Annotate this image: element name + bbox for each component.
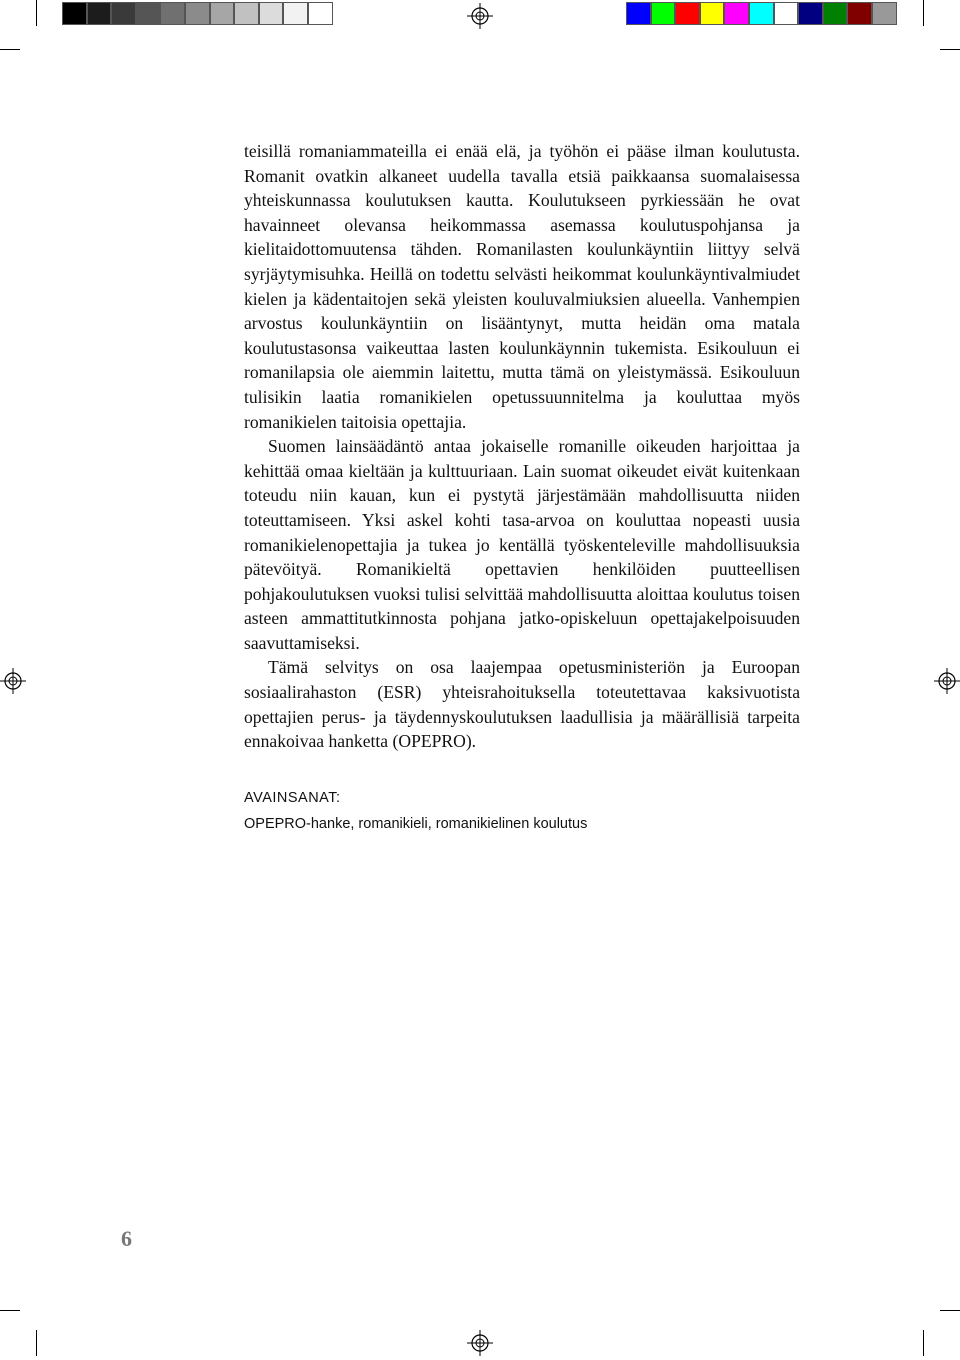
keywords-list: OPEPRO-hanke, romanikieli, romanikielinen koulutus bbox=[244, 816, 588, 832]
gray-swatch bbox=[259, 2, 284, 25]
crop-mark-bottom-left-h bbox=[0, 1310, 20, 1311]
paragraph-2: Suomen lainsäädäntö antaa jokaiselle romanille oikeuden harjoittaa ja kehittää omaa kieltään ja kulttuuriaan. Lain suomat oikeudet eivät kuitenkaan toteudu niin kauan, kun ei pystytä järjestämään mahdollisuutta niiden toteuttamiseen. Yksi askel kohti tasa-arvoa on kouluttaa nopeasti uusia romanikielenopettajia ja tukea jo kentällä työskenteleville mahdollisuuksia pätevöityä. Romanikieltä opettavien henkilöiden puutteellisen pohjakoulutuksen vuoksi tulisi selvittää mahdollisuutta aloittaa koulutus toisen asteen ammattitutkinnosta pohjana jatko-opiskeluun opettajakelpoisuuden saavuttamiseksi. bbox=[244, 436, 800, 653]
color-swatch bbox=[651, 2, 676, 25]
gray-swatch bbox=[308, 2, 333, 25]
registration-mark-right-icon bbox=[934, 668, 960, 694]
registration-mark-bottom-icon bbox=[467, 1330, 493, 1356]
page-number: 6 bbox=[121, 1226, 132, 1251]
keywords-heading: AVAINSANAT: bbox=[244, 790, 341, 806]
crop-mark-bottom-left-v bbox=[36, 1330, 37, 1356]
registration-mark-left-icon bbox=[0, 668, 26, 694]
crop-mark-top-left-h bbox=[0, 49, 20, 50]
color-swatch bbox=[749, 2, 774, 25]
color-swatch bbox=[798, 2, 823, 25]
paragraph-1: teisillä romaniammateilla ei enää elä, ja työhön ei pääse ilman koulutusta. Romanit ovatkin alkaneet uudella tavalla etsiä paikkaansa suomalaisessa yhteiskunnassa koulutuksen kautta. Koulutukseen pyrkiessään he ovat havainneet olevansa heikommassa asemassa koulutuspohjansa ja kielitaidottomuutensa tähden. Romanilasten koulunkäyntiin liittyy selvä syrjäytymisuhka. Heillä on todettu selvästi heikommat koulunkäyntivalmiudet kielen ja kädentaitojen sekä yleisten kouluvalmiuksien alueella. Vanhempien arvostus koulunkäyntiin on lisääntynyt, mutta heidän oma matala koulutustasonsa vaikeuttaa lasten koulunkäynnin tukemista. Esikouluun ei romanilapsia ole aiemmin laitettu, mutta tämä on yleistymässä. Esikouluun tulisikin laatia romanikielen opetussuunnitelma ja kouluttaa myös romanikielen taitoisia opettajia. bbox=[244, 141, 800, 432]
color-swatch bbox=[774, 2, 799, 25]
registration-mark-top-icon bbox=[467, 3, 493, 29]
gray-swatch bbox=[136, 2, 161, 25]
color-swatch bbox=[847, 2, 872, 25]
color-calibration-bar bbox=[626, 2, 897, 25]
gray-swatch bbox=[210, 2, 235, 25]
keywords-section bbox=[244, 790, 804, 832]
grayscale-calibration-bar bbox=[62, 2, 333, 25]
gray-swatch bbox=[234, 2, 259, 25]
gray-swatch bbox=[111, 2, 136, 25]
color-swatch bbox=[823, 2, 848, 25]
crop-mark-bottom-right-v bbox=[923, 1330, 924, 1356]
color-swatch bbox=[700, 2, 725, 25]
crop-mark-top-right-h bbox=[940, 49, 960, 50]
gray-swatch bbox=[160, 2, 185, 25]
gray-swatch bbox=[185, 2, 210, 25]
color-swatch bbox=[872, 2, 897, 25]
color-swatch bbox=[675, 2, 700, 25]
gray-swatch bbox=[62, 2, 87, 25]
gray-swatch bbox=[283, 2, 308, 25]
body-text bbox=[244, 139, 800, 754]
crop-mark-top-left-v bbox=[36, 0, 37, 26]
paragraph-3: Tämä selvitys on osa laajempaa opetusministeriön ja Euroopan sosiaalirahaston (ESR) yhteisrahoituksella toteutettavaa kaksivuotista opettajien perus- ja täydennyskoulutuksen laadullisia ja määrällisiä tarpeita ennakoivaa hanketta (OPEPRO). bbox=[244, 657, 800, 752]
color-swatch bbox=[626, 2, 651, 25]
color-swatch bbox=[724, 2, 749, 25]
crop-mark-top-right-v bbox=[923, 0, 924, 26]
gray-swatch bbox=[87, 2, 112, 25]
crop-mark-bottom-right-h bbox=[940, 1310, 960, 1311]
